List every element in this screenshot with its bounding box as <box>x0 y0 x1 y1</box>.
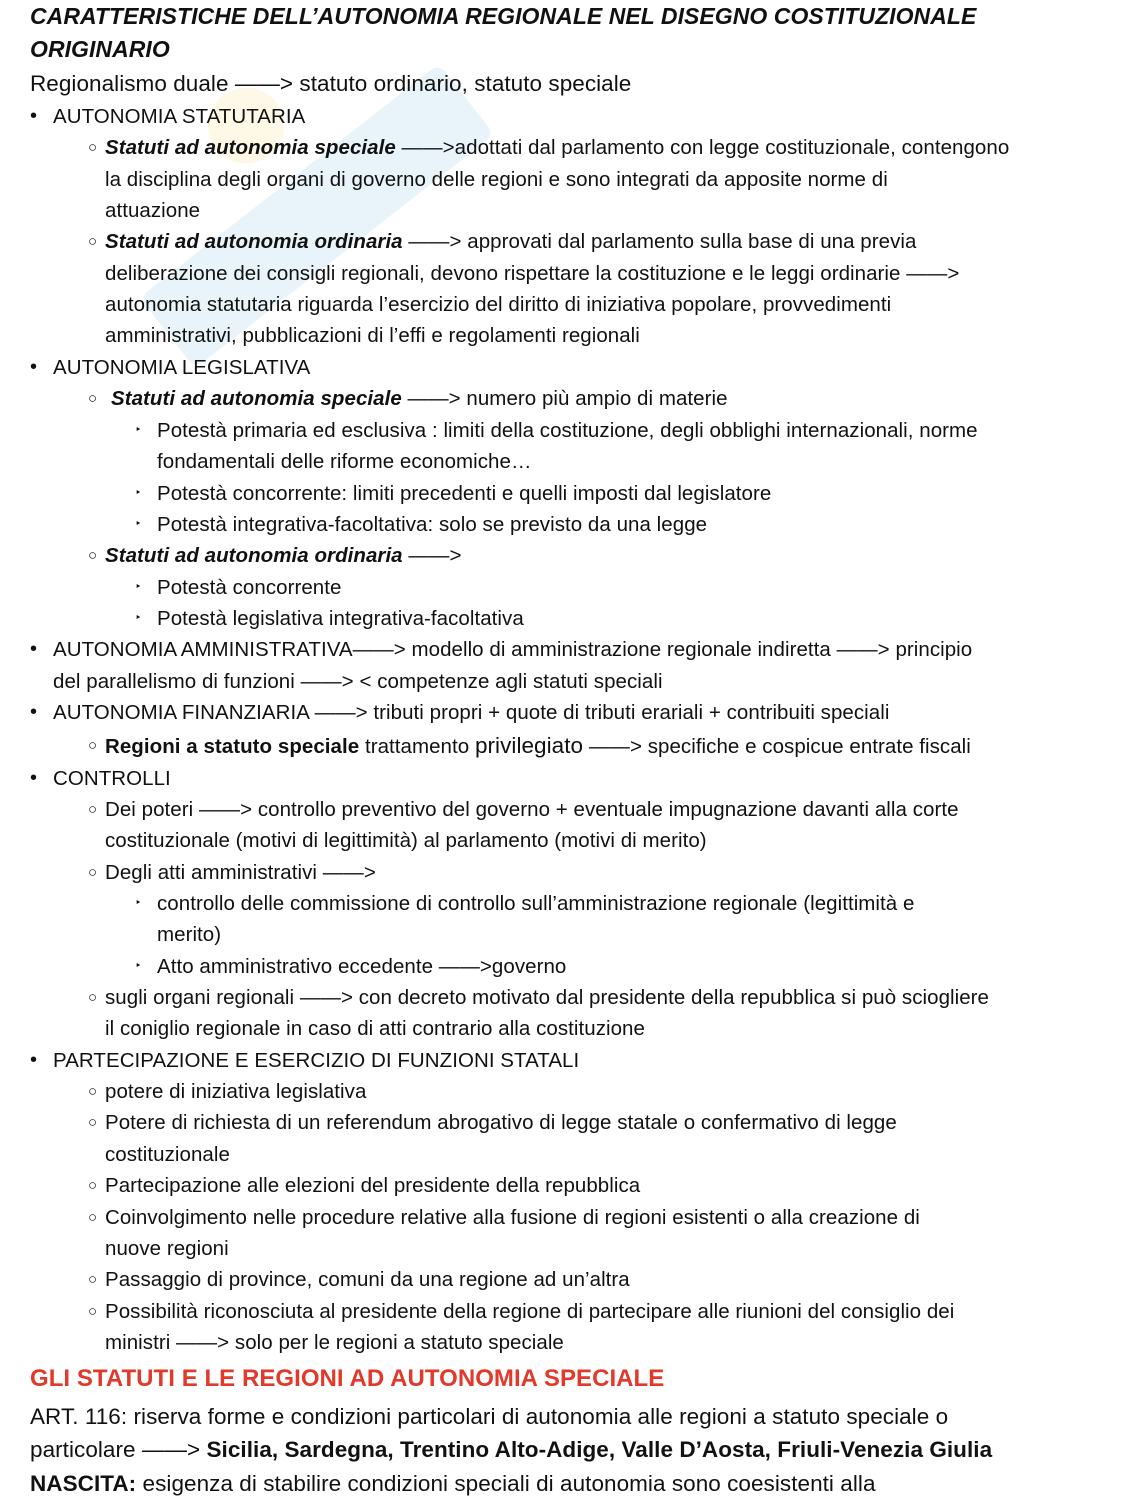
list-item: Coinvolgimento nelle procedure relative alla fusione di regioni esistenti o alla creazione di <box>105 1206 920 1229</box>
list-item: potere di iniziativa legislativa <box>105 1080 367 1103</box>
section-autonomia-statutaria: AUTONOMIA STATUTARIA <box>53 105 306 128</box>
section-controlli: CONTROLLI <box>53 767 171 790</box>
section-heading: GLI STATUTI E LE REGIONI AD AUTONOMIA SPECIALE <box>30 1365 665 1392</box>
intro-text: Regionalismo duale ——> statuto ordinario, statuto speciale <box>30 71 632 96</box>
circle-bullet-icon: ○ <box>88 233 98 250</box>
sub-list-item: Potestà legislativa integrativa-facoltativa <box>157 607 524 630</box>
list-item: Passaggio di province, comuni da una regione ad un’altra <box>105 1268 630 1291</box>
list-item-cont: nuove regioni <box>105 1237 229 1260</box>
page-title: CARATTERISTICHE DELL’AUTONOMIA REGIONALE NEL DISEGNO COSTITUZIONALE <box>30 3 977 29</box>
sub-list-item: Atto amministrativo eccedente ——>governo <box>157 955 567 978</box>
sub-list-item: Potestà integrativa-facoltativa: solo se previsto da una legge <box>157 513 708 536</box>
nascita-text: NASCITA: esigenza di stabilire condizioni speciali di autonomia sono coesistenti alla <box>30 1471 876 1496</box>
list-item: Statuti ad autonomia speciale ——>adottati dal parlamento con legge costituzionale, contengono <box>105 136 1010 159</box>
article-text-cont: particolare ——> Sicilia, Sardegna, Trentino Alto-Adige, Valle D’Aosta, Friuli-Venezia Giulia <box>30 1437 993 1462</box>
list-item-cont: attuazione <box>105 199 201 222</box>
sub-list-item: Potestà concorrente <box>157 576 342 599</box>
list-item: Potere di richiesta di un referendum abrogativo di legge statale o confermativo di legge <box>105 1111 897 1134</box>
section-cont: del parallelismo di funzioni ——> < competenze agli statuti speciali <box>53 670 663 693</box>
list-item: Statuti ad autonomia speciale ——> numero più ampio di materie <box>111 387 728 410</box>
circle-bullet-icon: ○ <box>88 547 98 564</box>
circle-bullet-icon: ○ <box>88 737 98 754</box>
triangle-bullet-icon: ‣ <box>135 424 142 436</box>
triangle-bullet-icon: ‣ <box>135 960 142 972</box>
article-text: ART. 116: riserva forme e condizioni particolari di autonomia alle regioni a statuto speciale o <box>30 1404 949 1429</box>
list-item: Regioni a statuto speciale trattamento privilegiato ——> specifiche e cospicue entrate fiscali <box>105 733 971 758</box>
circle-bullet-icon: ○ <box>88 1114 98 1131</box>
bullet-dot-icon: • <box>30 356 38 378</box>
list-item: Partecipazione alle elezioni del presidente della repubblica <box>105 1174 641 1197</box>
triangle-bullet-icon: ‣ <box>135 518 142 530</box>
section-partecipazione: PARTECIPAZIONE E ESERCIZIO DI FUNZIONI STATALI <box>53 1049 580 1072</box>
bullet-dot-icon: • <box>30 638 38 660</box>
circle-bullet-icon: ○ <box>88 390 98 407</box>
list-item-cont: ministri ——> solo per le regioni a statuto speciale <box>105 1331 564 1354</box>
triangle-bullet-icon: ‣ <box>135 897 142 909</box>
bullet-dot-icon: • <box>30 701 38 723</box>
section-autonomia-finanziaria: AUTONOMIA FINANZIARIA ——> tributi propri + quote di tributi erariali + contribuiti speciali <box>53 701 890 724</box>
circle-bullet-icon: ○ <box>88 139 98 156</box>
list-item: Statuti ad autonomia ordinaria ——> approvati dal parlamento sulla base di una previa <box>105 230 917 253</box>
list-item-cont: la disciplina degli organi di governo delle regioni e sono integrati da apposite norme di <box>105 168 888 191</box>
list-item-cont: costituzionale (motivi di legittimità) al parlamento (motivi di merito) <box>105 829 707 852</box>
sub-list-item: Potestà primaria ed esclusiva : limiti della costituzione, degli obblighi internazionali, norme <box>157 419 978 442</box>
list-item-cont: il coniglio regionale in caso di atti contrario alla costituzione <box>105 1017 645 1040</box>
circle-bullet-icon: ○ <box>88 1271 98 1288</box>
list-item-cont: costituzionale <box>105 1143 230 1166</box>
list-item: Degli atti amministrativi ——> <box>105 861 376 884</box>
sub-list-item-cont: fondamentali delle riforme economiche… <box>157 450 532 473</box>
list-item: Possibilità riconosciuta al presidente della regione di partecipare alle riunioni del consiglio dei <box>105 1300 955 1323</box>
list-item-cont: autonomia statutaria riguarda l’esercizio del diritto di iniziativa popolare, provvedimenti <box>105 293 892 316</box>
list-item: Dei poteri ——> controllo preventivo del governo + eventuale impugnazione davanti alla corte <box>105 798 959 821</box>
sub-list-item: Potestà concorrente: limiti precedenti e quelli imposti dal legislatore <box>157 482 772 505</box>
triangle-bullet-icon: ‣ <box>135 612 142 624</box>
list-item: Statuti ad autonomia ordinaria ——> <box>105 544 462 567</box>
list-item: sugli organi regionali ——> con decreto motivato dal presidente della repubblica si può sciogliere <box>105 986 990 1009</box>
section-autonomia-legislativa: AUTONOMIA LEGISLATIVA <box>53 356 311 379</box>
page-title-cont: ORIGINARIO <box>30 36 170 62</box>
section-autonomia-amministrativa: AUTONOMIA AMMINISTRATIVA——> modello di amministrazione regionale indiretta ——> principio <box>53 638 973 661</box>
list-item-cont: amministrativi, pubblicazioni di l’effi e regolamenti regionali <box>105 324 640 347</box>
circle-bullet-icon: ○ <box>88 1209 98 1226</box>
list-item-cont: deliberazione dei consigli regionali, devono rispettare la costituzione e le leggi ordinarie ——> <box>105 262 960 285</box>
triangle-bullet-icon: ‣ <box>135 581 142 593</box>
circle-bullet-icon: ○ <box>88 1177 98 1194</box>
circle-bullet-icon: ○ <box>88 801 98 818</box>
bullet-dot-icon: • <box>30 1049 38 1071</box>
circle-bullet-icon: ○ <box>88 864 98 881</box>
circle-bullet-icon: ○ <box>88 1303 98 1320</box>
circle-bullet-icon: ○ <box>88 989 98 1006</box>
sub-list-item: controllo delle commissione di controllo sull’amministrazione regionale (legittimità e <box>157 892 915 915</box>
bullet-dot-icon: • <box>30 105 38 127</box>
triangle-bullet-icon: ‣ <box>135 487 142 499</box>
sub-list-item-cont: merito) <box>157 923 222 946</box>
circle-bullet-icon: ○ <box>88 1083 98 1100</box>
bullet-dot-icon: • <box>30 767 38 789</box>
